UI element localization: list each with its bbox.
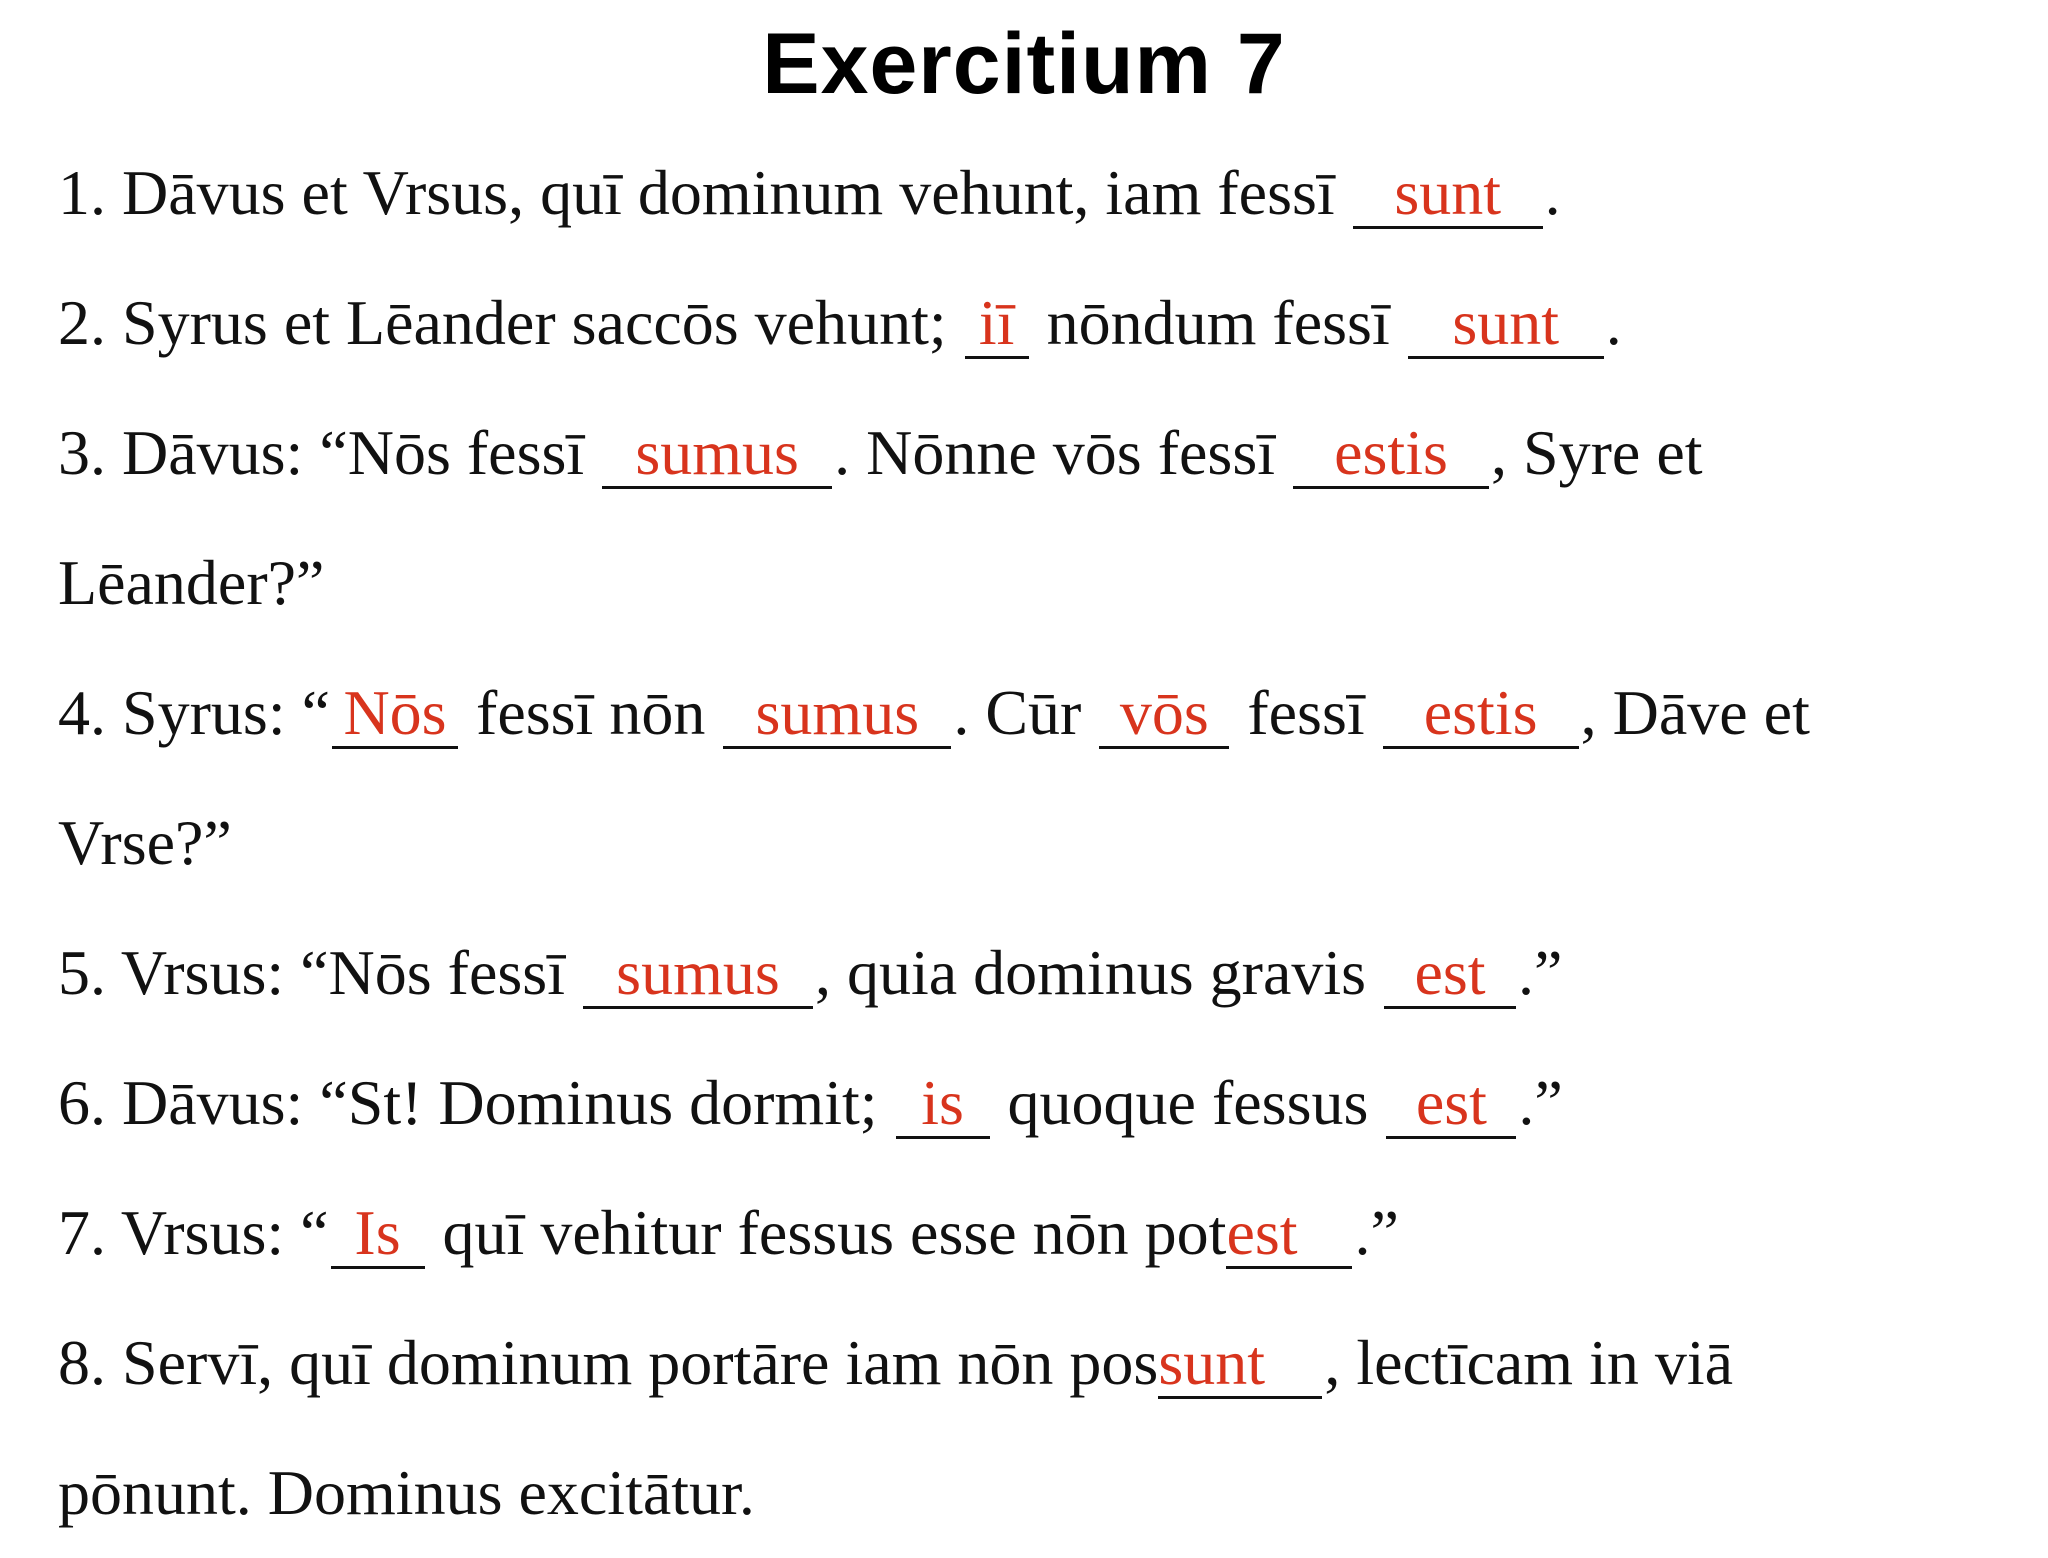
exercise-line-1 [58, 128, 2038, 258]
line-text: . Nōnne vōs fessī [834, 417, 1291, 488]
answer-text: is [921, 1067, 964, 1138]
exercise-lines [58, 128, 2038, 1558]
line-text: .” [1518, 937, 1563, 1008]
line-text: Lēander?” [58, 547, 325, 618]
line-text: Vrse?” [58, 807, 232, 878]
exercise-line-6 [58, 1038, 2038, 1168]
line-text: . Cūr [953, 677, 1098, 748]
answer-blank [1158, 1327, 1322, 1399]
answer-text: estis [1334, 417, 1448, 488]
line-text: . [1605, 287, 1622, 358]
exercise-line-4-continued [58, 778, 2038, 908]
answer-text: est [1226, 1197, 1298, 1268]
exercise-line-3 [58, 388, 2038, 518]
answer-text: sumus [616, 937, 780, 1008]
line-text: , Dāve et [1580, 677, 1810, 748]
line-text: fessī nōn [460, 677, 722, 748]
answer-blank [331, 1197, 425, 1269]
line-text: 5. Vrsus: “Nōs fessī [58, 937, 581, 1008]
exercise-line-8 [58, 1298, 2038, 1428]
answer-blank [723, 677, 951, 749]
line-text: , lectīcam in viā [1324, 1327, 1734, 1398]
answer-blank [1353, 157, 1543, 229]
line-text: pōnunt. Dominus excitātur. [58, 1457, 755, 1528]
exercise-title: Exercitium 7 [762, 16, 1286, 112]
answer-blank [1293, 417, 1489, 489]
line-text: nōndum fessī [1030, 287, 1406, 358]
answer-blank [965, 287, 1029, 359]
answer-blank [1226, 1197, 1352, 1269]
line-text: quī vehitur fessus esse nōn pot [426, 1197, 1227, 1268]
answer-text: sunt [1452, 287, 1560, 358]
line-text: 7. Vrsus: “ [58, 1197, 329, 1268]
line-text: .” [1354, 1197, 1399, 1268]
answer-text: sumus [755, 677, 920, 748]
exercise-line-7 [58, 1168, 2038, 1298]
line-text: 8. Servī, quī dominum portāre iam nōn pos [58, 1327, 1159, 1398]
line-text: , quia dominus gravis [814, 937, 1383, 1008]
exercise-line-8-continued [58, 1428, 2038, 1558]
answer-blank [896, 1067, 990, 1139]
line-text: . [1544, 157, 1561, 228]
answer-text: sumus [635, 417, 799, 488]
answer-text: Is [354, 1197, 401, 1268]
answer-text: vōs [1119, 677, 1209, 748]
answer-blank [1099, 677, 1229, 749]
answer-text: Nōs [343, 677, 447, 748]
answer-text: estis [1423, 677, 1538, 748]
line-text: quoque fessus [991, 1067, 1385, 1138]
answer-text: est [1415, 1067, 1487, 1138]
answer-blank [602, 417, 832, 489]
line-text: 4. Syrus: “ [58, 677, 330, 748]
line-text: , Syre et [1491, 417, 1703, 488]
answer-blank [1386, 1067, 1516, 1139]
line-text: .” [1518, 1067, 1563, 1138]
answer-blank [583, 937, 813, 1009]
exercise-line-5 [58, 908, 2038, 1038]
answer-blank [1408, 287, 1604, 359]
line-text: fessī [1231, 677, 1381, 748]
answer-text: sunt [1394, 157, 1501, 228]
line-text: 2. Syrus et Lēander saccōs vehunt; [58, 287, 963, 358]
exercise-line-4 [58, 648, 2038, 778]
line-text: 3. Dāvus: “Nōs fessī [58, 417, 601, 488]
answer-text: est [1414, 937, 1486, 1008]
answer-blank [332, 677, 458, 749]
answer-blank [1383, 677, 1579, 749]
line-text: 1. Dāvus et Vrsus, quī dominum vehunt, iam fessī [58, 157, 1351, 228]
answer-text: iī [978, 287, 1015, 358]
line-text: 6. Dāvus: “St! Dominus dormit; [58, 1067, 894, 1138]
exercise-line-2 [58, 258, 2038, 388]
answer-text: sunt [1158, 1327, 1265, 1398]
exercise-line-3-continued [58, 518, 2038, 648]
answer-blank [1384, 937, 1516, 1009]
